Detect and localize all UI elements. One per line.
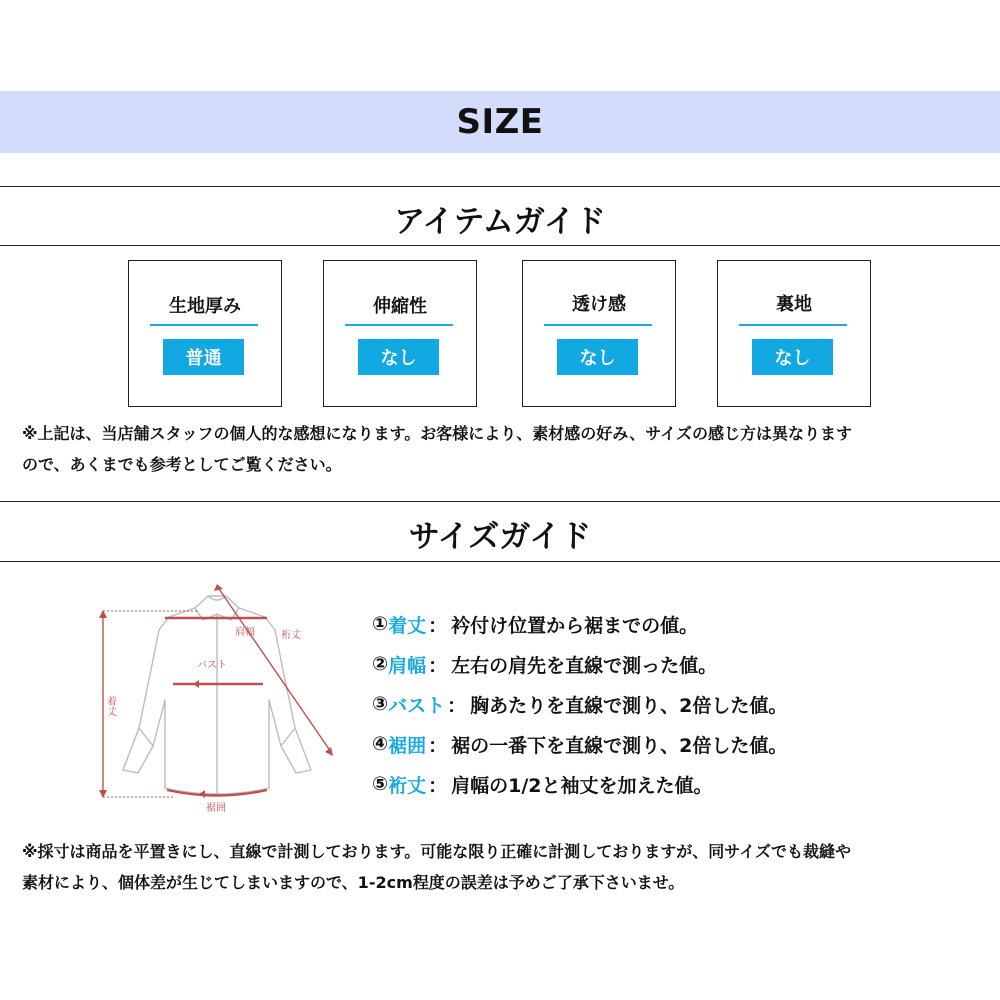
definition-row	[372, 604, 992, 644]
size-guide-note	[22, 836, 982, 898]
attribute-card-thickness	[128, 260, 282, 407]
attribute-value: なし	[752, 339, 833, 375]
note-line: 素材により、個体差が生じてしまいますので、1-2cm程度の誤差は予めご了承下さいませ。	[22, 873, 685, 892]
attribute-card-stretch	[323, 260, 477, 407]
definition-number: ③	[372, 693, 389, 715]
definition-row	[372, 724, 992, 764]
divider	[0, 561, 1000, 562]
attribute-value: なし	[358, 339, 439, 375]
attribute-value: 普通	[163, 339, 244, 375]
diagram-label-shoulder: 肩幅	[235, 627, 255, 638]
definition-term: バスト	[388, 694, 446, 717]
size-banner-title: SIZE	[456, 102, 544, 142]
note-line: ※採寸は商品を平置きにし、直線で計測しております。可能な限り正確に計測しておりますが、同サイズでも裁縫や	[22, 842, 851, 861]
definition-text: 胸あたりを直線で測り、2倍した値。	[470, 694, 788, 717]
definition-text: 肩幅の1/2と袖丈を加えた値。	[451, 774, 713, 797]
definition-term: 着丈	[388, 614, 427, 637]
item-guide-note	[22, 418, 982, 480]
diagram-label-sleeve: 裄丈	[281, 630, 301, 641]
definition-text: 左右の肩先を直線で測った値。	[451, 654, 718, 677]
divider	[0, 501, 1000, 502]
attribute-label: 透け感	[572, 294, 626, 315]
definition-colon: ：	[428, 614, 448, 637]
definition-number: ⑤	[372, 773, 389, 795]
attribute-card-lining	[717, 260, 871, 407]
diagram-label-length: 着丈	[104, 696, 116, 716]
definition-term: 肩幅	[388, 654, 427, 677]
definition-row	[372, 764, 992, 804]
note-line: ので、あくまでも参考としてご覧ください。	[22, 455, 342, 474]
sleeve-arrow	[217, 586, 331, 752]
definition-term: 裄丈	[388, 774, 427, 797]
definition-number: ②	[372, 653, 389, 675]
note-line: ※上記は、当店舗スタッフの個人的な感想になります。お客様により、素材感の好み、サイズの感じ方は異なります	[22, 424, 852, 443]
item-guide-title: アイテムガイド	[394, 204, 606, 240]
definition-row	[372, 684, 992, 724]
shirt-measurement-diagram	[95, 580, 345, 815]
size-definitions	[372, 604, 992, 804]
size-banner	[0, 91, 1000, 153]
diagram-label-bust: バスト	[197, 660, 227, 671]
divider	[0, 245, 1000, 246]
attribute-underline	[150, 324, 258, 326]
definition-colon: ：	[447, 694, 467, 717]
attribute-label: 伸縮性	[373, 296, 427, 317]
definition-colon: ：	[428, 654, 448, 677]
attribute-card-sheerness	[522, 260, 676, 407]
definition-text: 衿付け位置から裾までの値。	[451, 614, 699, 637]
attribute-underline	[544, 324, 652, 326]
attribute-underline	[739, 324, 847, 326]
definition-text: 裾の一番下を直線で測り、2倍した値。	[451, 734, 788, 757]
attribute-label: 裏地	[776, 294, 812, 315]
definition-colon: ：	[428, 774, 448, 797]
definition-row	[372, 644, 992, 684]
definition-colon: ：	[428, 734, 448, 757]
size-guide-title: サイズガイド	[408, 519, 592, 555]
definition-number: ①	[372, 613, 389, 635]
sleeve-seam-left	[139, 728, 153, 746]
divider	[0, 186, 1000, 187]
attribute-label: 生地厚み	[169, 296, 241, 317]
attribute-underline	[345, 324, 453, 326]
definition-term: 裾囲	[388, 734, 427, 757]
diagram-label-hem: 裾囲	[206, 803, 226, 814]
definition-number: ④	[372, 733, 389, 755]
sleeve-seam-right	[281, 728, 295, 746]
attribute-value: なし	[557, 339, 638, 375]
